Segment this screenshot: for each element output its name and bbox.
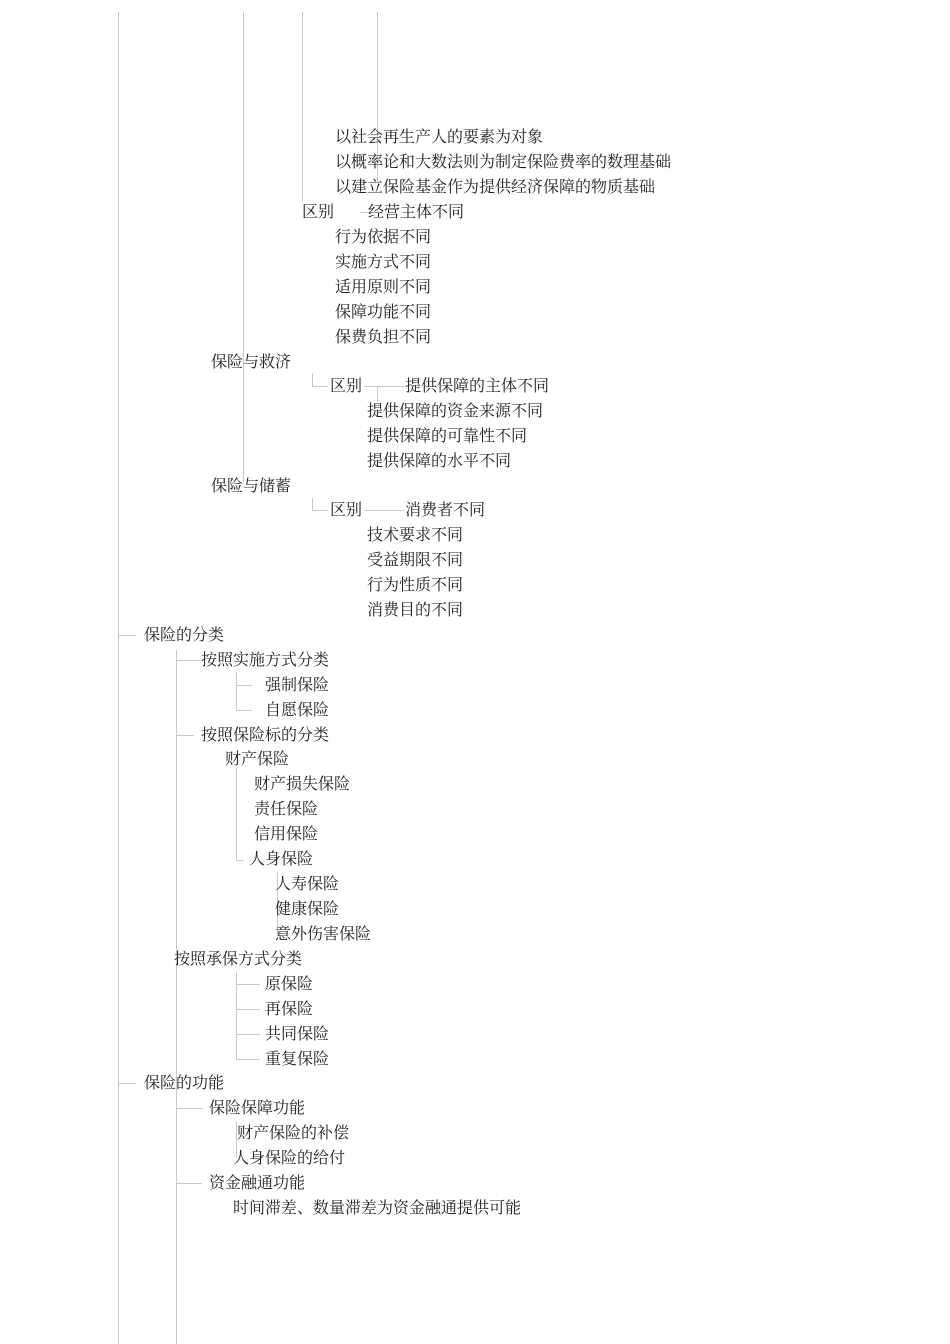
tree-node-insurance-vs-savings: 保险与储蓄 xyxy=(211,476,292,495)
tree-node-item: 人寿保险 xyxy=(275,874,340,893)
trunk-line-main xyxy=(118,12,119,1344)
tree-node-difference-label: 区别 xyxy=(330,376,363,395)
tree-node-item: 以建立保险基金作为提供经济保障的物质基础 xyxy=(335,177,656,196)
tree-node-by-subject: 按照保险标的分类 xyxy=(201,725,330,744)
tree-node-item: 重复保险 xyxy=(265,1049,330,1068)
connector-by-subject xyxy=(176,735,194,736)
tree-node-item: 强制保险 xyxy=(265,675,330,694)
connector-compulsory xyxy=(236,685,252,686)
branch-line-a xyxy=(243,12,244,482)
tree-node-item: 原保险 xyxy=(265,974,314,993)
tree-node-item: 实施方式不同 xyxy=(335,252,432,271)
connector-financing xyxy=(176,1183,202,1184)
tree-node-property-insurance: 财产保险 xyxy=(225,749,290,768)
tree-node-item: 健康保险 xyxy=(275,899,340,918)
tree-node-item: 人身保险的给付 xyxy=(233,1148,346,1167)
tree-node-financing-function: 资金融通功能 xyxy=(209,1173,306,1192)
connector-classification xyxy=(118,635,136,636)
connector-subject-v xyxy=(236,768,237,860)
tree-node-item: 行为性质不同 xyxy=(367,575,464,594)
connector-underwriting-v xyxy=(236,972,237,1060)
connector-relief-v xyxy=(312,374,313,386)
connector-double xyxy=(236,1059,260,1060)
tree-node-personal-insurance: 人身保险 xyxy=(249,849,314,868)
tree-node-item: 保费负担不同 xyxy=(335,327,432,346)
tree-node-item: 消费者不同 xyxy=(405,500,486,519)
tree-node-item: 共同保险 xyxy=(265,1024,330,1043)
tree-node-item: 提供保障的资金来源不同 xyxy=(367,401,544,420)
tree-node-item: 消费目的不同 xyxy=(367,600,464,619)
tree-node-item: 经营主体不同 xyxy=(368,202,465,221)
tree-node-difference-label: 区别 xyxy=(302,202,335,221)
connector-implementation-v xyxy=(236,672,237,710)
connector-reinsurance xyxy=(236,1009,260,1010)
tree-node-item: 以概率论和大数法则为制定保险费率的数理基础 xyxy=(335,152,672,171)
tree-node-item: 提供保障的可靠性不同 xyxy=(367,426,528,445)
branch-line-b xyxy=(302,12,303,202)
connector-relief-h xyxy=(312,386,328,387)
tree-node-item: 再保险 xyxy=(265,999,314,1018)
tree-node-insurance-vs-relief: 保险与救济 xyxy=(211,352,292,371)
connector-protection xyxy=(176,1108,202,1109)
connector-by-implementation xyxy=(176,660,200,661)
tree-node-classification: 保险的分类 xyxy=(144,625,225,644)
tree-node-item: 财产损失保险 xyxy=(254,774,351,793)
tree-node-difference-label: 区别 xyxy=(330,500,363,519)
tree-node-by-implementation: 按照实施方式分类 xyxy=(201,650,330,669)
connector-difference xyxy=(360,212,368,213)
connector-functions xyxy=(118,1083,136,1084)
tree-node-item: 信用保险 xyxy=(254,824,319,843)
tree-node-item: 意外伤害保险 xyxy=(275,924,372,943)
tree-node-item: 自愿保险 xyxy=(265,700,330,719)
tree-node-item: 以社会再生产人的要素为对象 xyxy=(335,127,544,146)
connector-original xyxy=(236,984,260,985)
tree-node-item: 行为依据不同 xyxy=(335,227,432,246)
tree-node-item: 适用原则不同 xyxy=(335,277,432,296)
tree-node-protection-function: 保险保障功能 xyxy=(209,1098,306,1117)
connector-relief-items-v xyxy=(377,386,378,402)
trunk-line-secondary xyxy=(176,650,177,1344)
connector-savings-v xyxy=(312,498,313,510)
tree-node-by-underwriting: 按照承保方式分类 xyxy=(174,949,303,968)
tree-node-item: 财产保险的补偿 xyxy=(237,1123,350,1142)
tree-node-item: 时间滞差、数量滞差为资金融通提供可能 xyxy=(233,1198,522,1217)
tree-node-item: 技术要求不同 xyxy=(367,525,464,544)
connector-voluntary xyxy=(236,710,252,711)
tree-node-functions: 保险的功能 xyxy=(144,1073,225,1092)
connector-savings-items xyxy=(364,510,404,511)
connector-personal xyxy=(236,860,244,861)
tree-node-item: 保障功能不同 xyxy=(335,302,432,321)
connector-savings-h xyxy=(312,510,328,511)
tree-node-item: 受益期限不同 xyxy=(367,550,464,569)
connector-relief-items xyxy=(364,386,404,387)
tree-node-item: 提供保障的主体不同 xyxy=(405,376,550,395)
connector-co-insurance xyxy=(236,1034,260,1035)
tree-node-item: 提供保障的水平不同 xyxy=(367,451,512,470)
tree-node-item: 责任保险 xyxy=(254,799,319,818)
